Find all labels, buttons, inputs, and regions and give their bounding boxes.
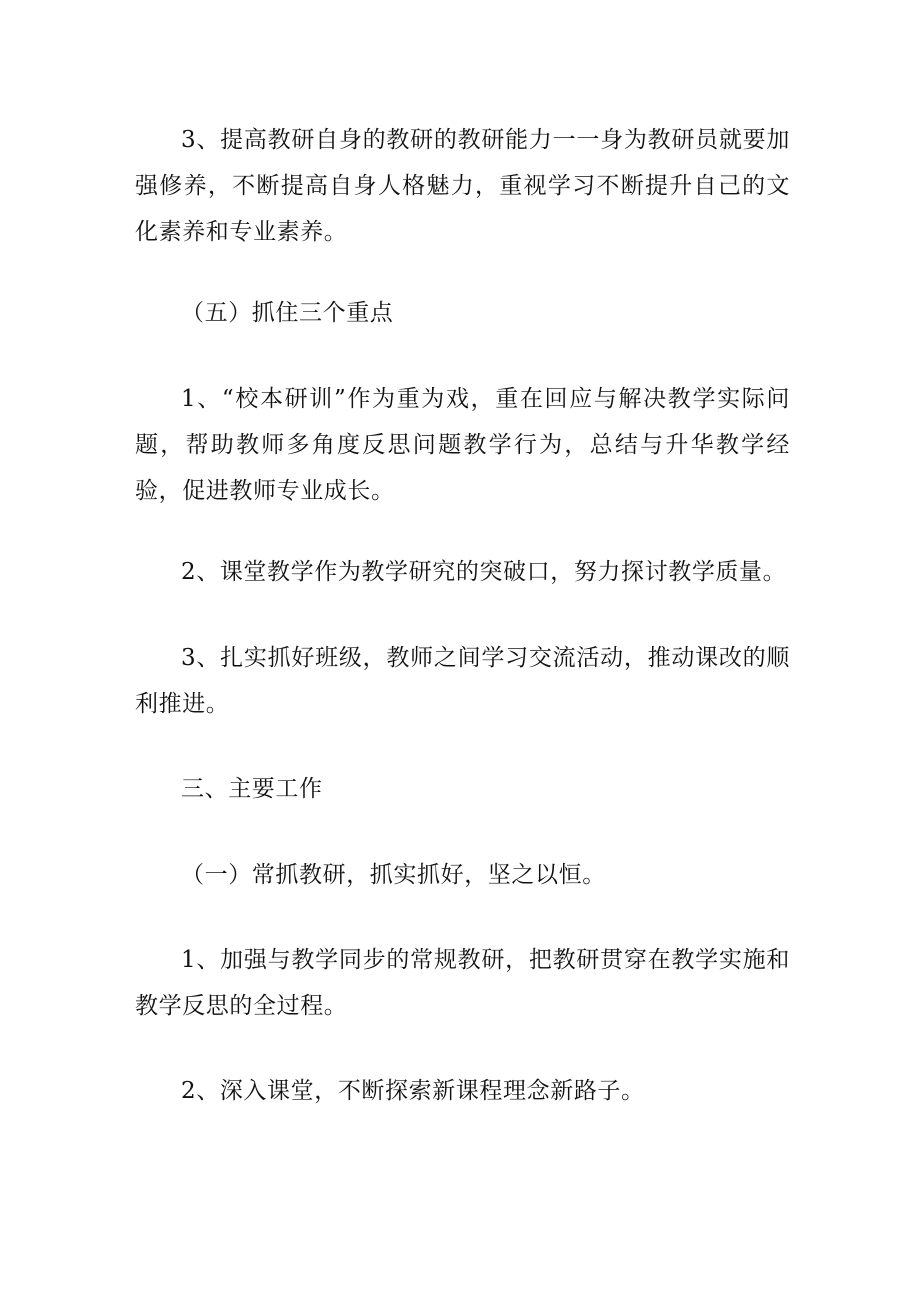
paragraph-improve-research-ability: 3、提高教研自身的教研的教研能力一一身为教研员就要加强修养，不断提高自身人格魅力，重视学习不断提升自己的文化素养和专业素养。 bbox=[135, 127, 790, 245]
paragraph-school-based-training: 1、“校本研训”作为重为戏，重在回应与解决教学实际问题，帮助教师多角度反思问题教学行为，总结与升华教学经验，促进教师专业成长。 bbox=[135, 386, 790, 504]
paragraph-classroom-teaching: 2、课堂教学作为教学研究的突破口，努力探讨教学质量。 bbox=[181, 559, 787, 585]
paragraph-classroom-exploration: 2、深入课堂，不断探索新课程理念新路子。 bbox=[181, 1078, 645, 1104]
heading-three-key-points: （五）抓住三个重点 bbox=[181, 300, 394, 326]
heading-main-work: 三、主要工作 bbox=[181, 776, 323, 802]
paragraph-class-management: 3、扎实抓好班级，教师之间学习交流活动，推动课改的顺利推进。 bbox=[135, 645, 790, 717]
paragraph-routine-research: 1、加强与教学同步的常规教研，把教研贯穿在教学实施和教学反思的全过程。 bbox=[135, 947, 790, 1019]
heading-regular-research: （一）常抓教研，抓实抓好，坚之以恒。 bbox=[181, 862, 606, 888]
